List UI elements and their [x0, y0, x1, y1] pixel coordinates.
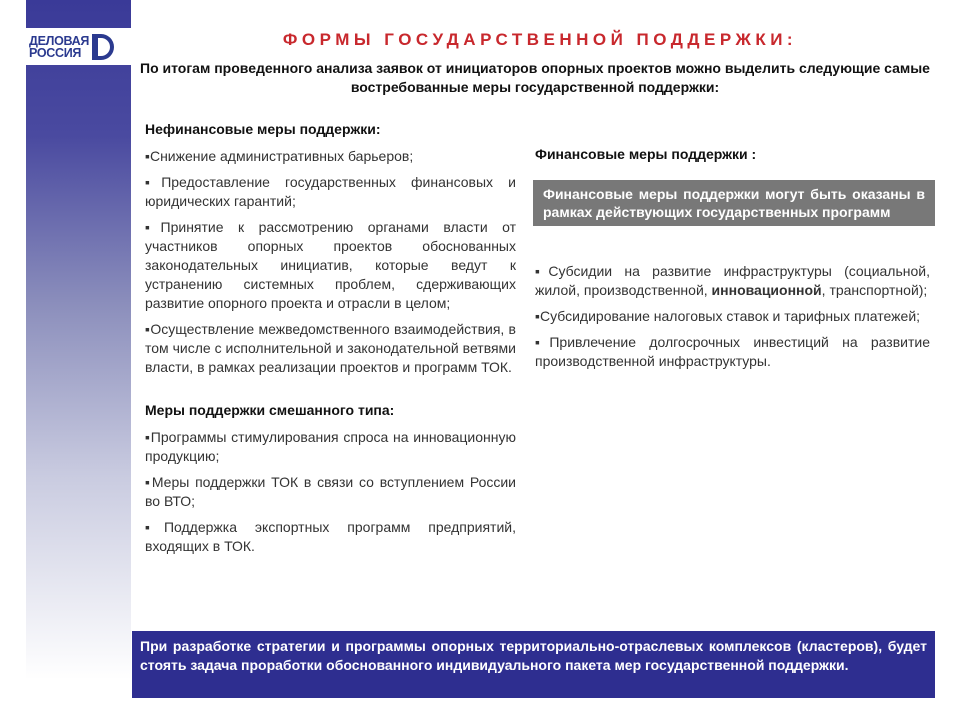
logo-line2: РОССИЯ	[29, 45, 82, 60]
item-text: ▪Субсидии на развитие инфраструктуры (социальной, жилой, производственной,	[535, 263, 930, 298]
logo-line1: ДЕЛОВАЯ	[29, 33, 90, 48]
list-item	[535, 262, 930, 300]
list-item: ▪Снижение административных барьеров;	[145, 148, 414, 164]
sidebar-gradient	[26, 0, 131, 680]
item-bold-text: инновационной	[711, 282, 822, 298]
list-item: ▪Привлечение долгосрочных инвестиций на развитие производственной инфраструктуры.	[535, 334, 930, 369]
item-text: , транспортной);	[821, 282, 928, 298]
logo-text	[29, 35, 89, 59]
list-item: ▪Субсидирование налоговых ставок и тарифных платежей;	[535, 308, 921, 324]
list-item: ▪Меры поддержки ТОК в связи со вступлением России во ВТО;	[145, 474, 516, 509]
list-item: ▪Осуществление межведомственного взаимодействия, в том числе с исполнительной и законодательной ветвями власти, в рамках реализации проектов и программ ТОК.	[145, 321, 516, 375]
left-column	[145, 120, 516, 563]
mixed-heading: Меры поддержки смешанного типа:	[145, 402, 395, 418]
right-column	[535, 145, 930, 378]
nonfinancial-heading: Нефинансовые меры поддержки:	[145, 121, 381, 137]
intro-text: По итогам проведенного анализа заявок от инициаторов опорных проектов можно выделить следующие самые востребованные меры государственной поддержки:	[140, 60, 930, 95]
financial-note-box: Финансовые меры поддержки могут быть оказаны в рамках действующих государственных программ	[533, 180, 935, 226]
logo	[26, 28, 131, 65]
list-item: ▪Предоставление государственных финансовых и юридических гарантий;	[145, 174, 516, 209]
financial-heading: Финансовые меры поддержки :	[535, 146, 757, 162]
list-item: ▪Поддержка экспортных программ предприятий, входящих в ТОК.	[145, 519, 516, 554]
bottom-note-box: При разработке стратегии и программы опорных территориально-отраслевых комплексов (кластеров), будет стоять задача проработки обоснованного индивидуального пакета мер государственной поддержки.	[132, 631, 935, 698]
slide-title: ФОРМЫ ГОСУДАРСТВЕННОЙ ПОДДЕРЖКИ:	[282, 30, 798, 49]
logo-d-icon	[92, 34, 114, 60]
list-item: ▪Принятие к рассмотрению органами власти от участников опорных проектов обоснованных законодательных инициатив, которые ведут к устранению системных проблем, сдерживающих развитие опорного проекта и отрасли в целом;	[145, 219, 516, 311]
list-item: ▪Программы стимулирования спроса на инновационную продукцию;	[145, 429, 516, 464]
